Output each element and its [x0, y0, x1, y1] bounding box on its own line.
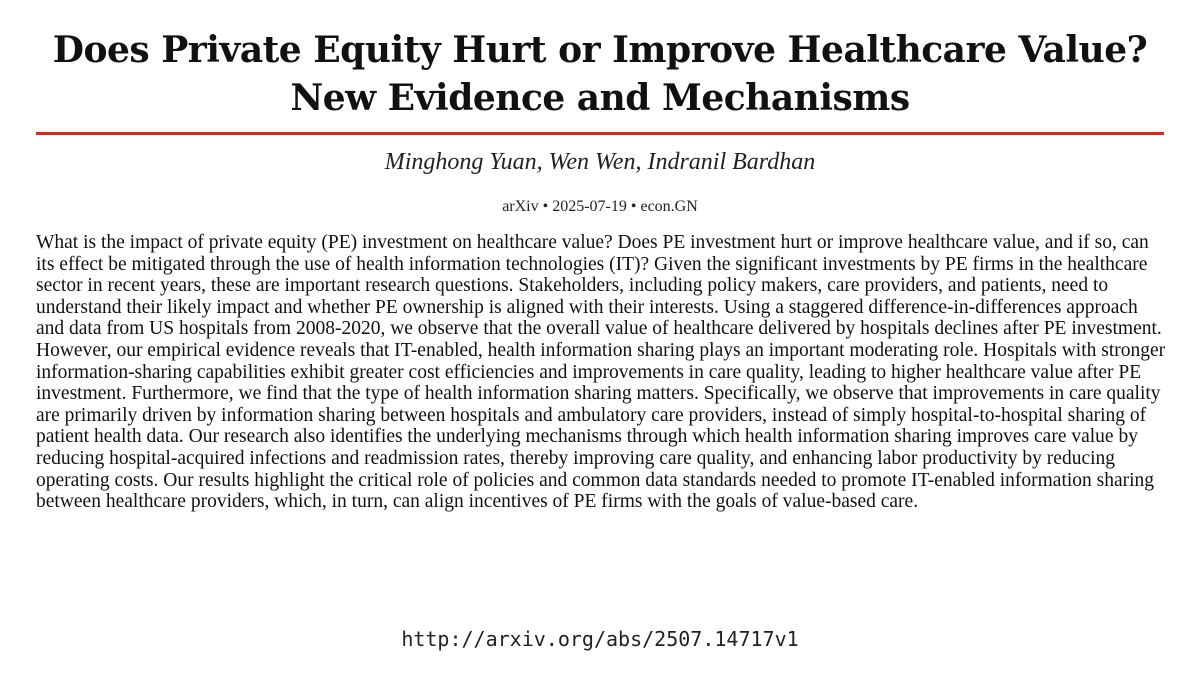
- paper-title: Does Private Equity Hurt or Improve Healthcare Value? New Evidence and Mechanisms: [52, 29, 1148, 119]
- title-divider: [36, 132, 1164, 135]
- paper-abstract: What is the impact of private equity (PE) investment on healthcare value? Does PE investment hurt or improve healthcare value, and if so, can its effect be mitigated through the use of health information technologies (IT)? Given the significant investments by PE firms in the healthcare sector in recent years, these are important research questions. Stakeholders, including policy makers, care providers, and patients, need to understand their likely impact and whether PE ownership is aligned with their interests. Using a staggered difference-in-differences approach and data from US hospitals from 2008-2020, we observe that the overall value of healthcare delivered by hospitals declines after PE investment. However, our empirical evidence reveals that IT-enabled, health information sharing plays an important moderating role. Hospitals with stronger information-sharing capabilities exhibit greater cost efficiencies and improvements in care quality, leading to higher healthcare value after PE investment. Furthermore, we find that the type of health information sharing matters. Specifically, we observe that improvements in care quality are primarily driven by information sharing between hospitals and ambulatory care providers, instead of simply hospital-to-hospital sharing of patient health data. Our research also identifies the underlying mechanisms through which health information sharing improves care value by reducing hospital-acquired infections and readmission rates, thereby improving care quality, and enhancing labor productivity by reducing operating costs. Our results highlight the critical role of policies and common data standards needed to promote IT-enabled information sharing between healthcare providers, which, in turn, can align incentives of PE firms with the goals of value-based care.: [36, 232, 1166, 513]
- paper-meta: arXiv • 2025-07-19 • econ.GN: [502, 198, 698, 215]
- paper-authors: Minghong Yuan, Wen Wen, Indranil Bardhan: [384, 149, 816, 175]
- paper-link[interactable]: http://arxiv.org/abs/2507.14717v1: [401, 627, 799, 651]
